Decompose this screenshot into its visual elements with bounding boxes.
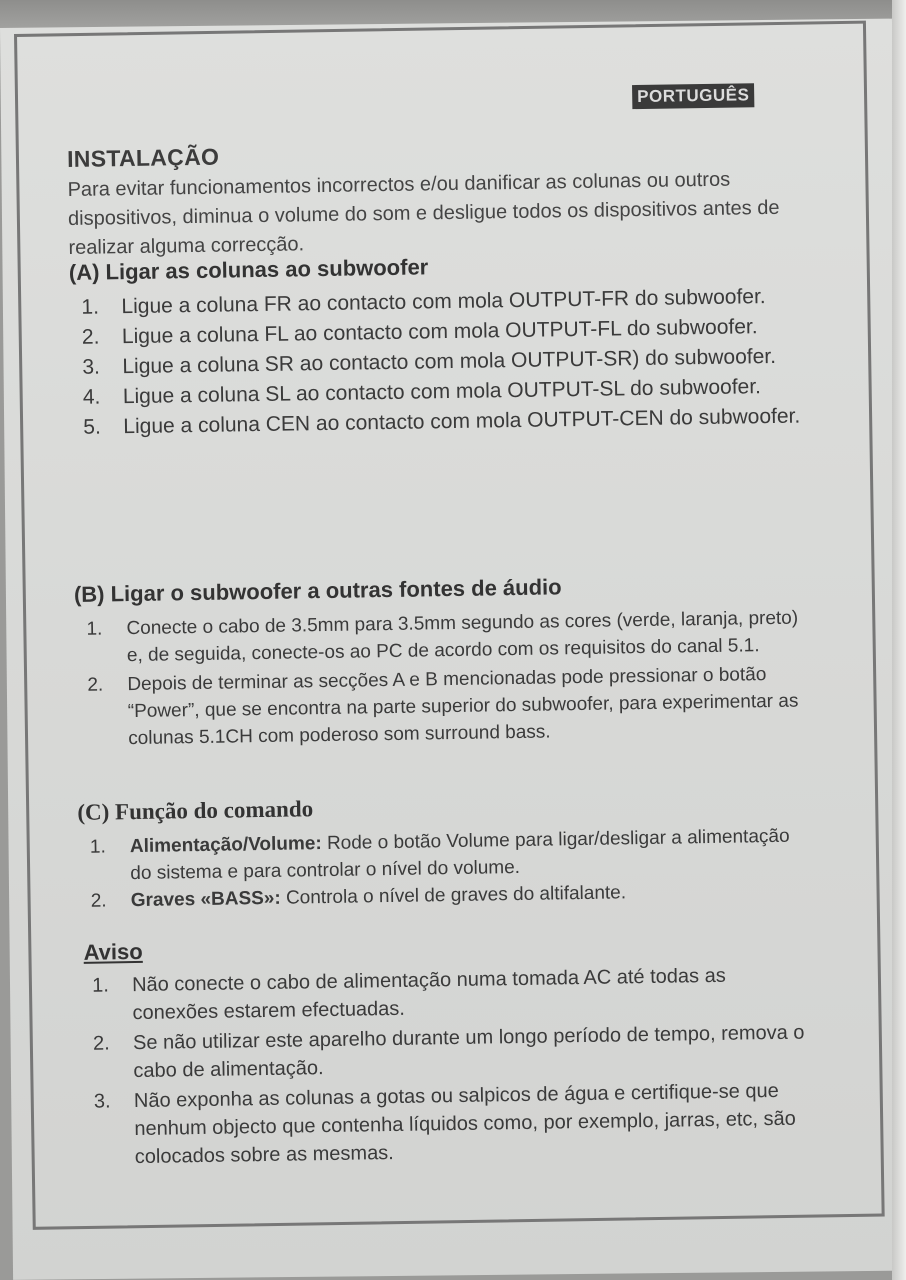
paper-edge <box>892 0 906 1280</box>
section-a-heading: (A) Ligar as colunas ao subwoofer <box>68 254 429 285</box>
list-item: 1. Ligue a coluna FR ao contacto com mola OUTPUT-FR do subwoofer. <box>81 285 766 319</box>
intro-paragraph: Para evitar funcionamentos incorrectos e/ou danificar as colunas ou outros dispositivos, diminua o volume do som e desligue todos os dispositivos antes de realizar alguma correcção. <box>67 168 780 259</box>
list-item: 2. Ligue a coluna FL ao contacto com mola OUTPUT-FL do subwoofer. <box>81 315 758 349</box>
warning-list <box>92 960 815 1173</box>
section-b-heading: (B) Ligar o subwoofer a outras fontes de áudio <box>73 574 562 607</box>
list-item: 4. Ligue a coluna SL ao contacto com mola OUTPUT-SL do subwoofer. <box>82 375 762 409</box>
list-item: 5. Ligue a coluna CEN ao contacto com mola OUTPUT-CEN do subwoofer. <box>83 404 801 439</box>
page-title: INSTALAÇÃO <box>66 143 220 172</box>
language-badge: PORTUGUÊS <box>632 83 755 109</box>
section-a-list <box>81 282 803 443</box>
section-b-list <box>86 604 808 754</box>
list-item: 1. Não conecte o cabo de alimentação numa tomada AC até todas as conexões estarem efectuadas. <box>91 964 726 1025</box>
section-c-list <box>90 822 811 914</box>
list-item: 1. Alimentação/Volume: Rode o botão Volume para ligar/desligar a alimentação do sistema e para controlar o nível do volume. <box>89 825 790 885</box>
list-item: 2. Depois de terminar as secções A e B mencionadas pode pressionar o botão “Power”, que se encontra na parte superior do subwoofer, para experimentar as colunas 5.1CH com poderoso som surround bass. <box>87 664 799 750</box>
list-item: 3. Ligue a coluna SR ao contacto com mola OUTPUT-SR) do subwoofer. <box>82 344 777 379</box>
list-item: 2. Se não utilizar este aparelho durante um longo período de tempo, remova o cabo de alimentação. <box>92 1021 805 1083</box>
section-c-heading: (C) Função do comando <box>77 796 314 825</box>
warning-heading: Aviso <box>83 938 143 965</box>
list-item: 1. Conecte o cabo de 3.5mm para 3.5mm segundo as cores (verde, laranja, preto) e, de seguida, conecte-os ao PC de acordo com os requisitos do canal 5.1. <box>86 607 799 667</box>
list-item: 3. Não exponha as colunas a gotas ou salpicos de água e certifique-se que nenhum objecto que contenha líquidos como, por exemplo, jarras, etc, são colocados sobre as mesmas. <box>93 1079 796 1169</box>
list-item: 2. Graves «BASS»: Controla o nível de graves do altifalante. <box>90 882 627 912</box>
